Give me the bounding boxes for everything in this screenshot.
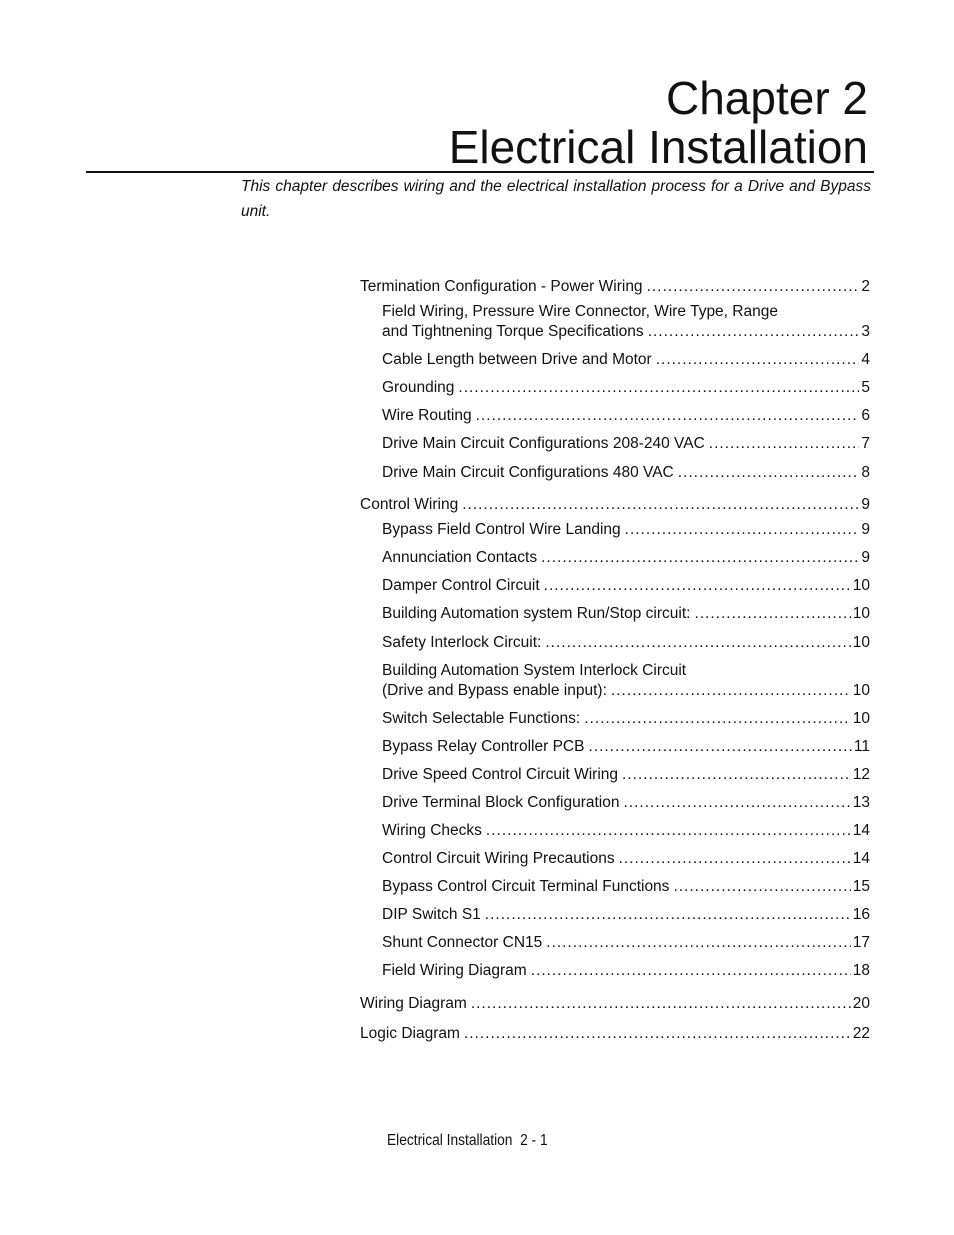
toc-entry-label: Control Circuit Wiring Precautions: [382, 850, 615, 867]
toc-dot-leader: [673, 877, 850, 897]
toc-entry[interactable]: [382, 933, 870, 953]
chapter-title: Electrical Installation: [448, 121, 868, 173]
toc-page-number: 3: [861, 323, 870, 340]
toc-dot-leader: [544, 576, 851, 596]
toc-dot-leader: [486, 821, 851, 841]
toc-dot-leader: [678, 463, 860, 483]
toc-entry[interactable]: [382, 793, 870, 813]
toc-dot-leader: [694, 604, 850, 624]
toc-page-number: 12: [852, 766, 870, 783]
toc-entry-label: Cable Length between Drive and Motor: [382, 351, 652, 368]
toc-entry[interactable]: [382, 905, 870, 925]
toc-entry-label: Shunt Connector CN15: [382, 934, 543, 951]
toc-entry-label: Annunciation Contacts: [382, 549, 538, 566]
heading-divider: [86, 171, 874, 173]
toc-dot-leader: [588, 737, 851, 757]
toc-dot-leader: [709, 434, 860, 454]
toc-dot-leader: [611, 681, 851, 701]
toc-entry[interactable]: [382, 681, 870, 701]
toc-page-number: 10: [852, 605, 870, 622]
toc-entry-label: Grounding: [382, 379, 455, 396]
toc-page-number: 14: [852, 850, 870, 867]
toc-dot-leader: [584, 709, 851, 729]
toc-entry[interactable]: [360, 1024, 870, 1044]
toc-page-number: 10: [852, 710, 870, 727]
toc-dot-leader: [545, 633, 850, 653]
toc-entry-label: Drive Main Circuit Configurations 480 VAC: [382, 464, 674, 481]
toc-page-number: 10: [852, 577, 870, 594]
toc-page-number: 22: [852, 1025, 870, 1042]
toc-entry[interactable]: [360, 277, 870, 297]
toc-dot-leader: [471, 994, 851, 1014]
toc-page-number: 2: [861, 278, 870, 295]
toc-dot-leader: [656, 350, 860, 370]
toc-dot-leader: [622, 765, 851, 785]
toc-entry[interactable]: [382, 378, 870, 398]
toc-page-number: 6: [861, 407, 870, 424]
toc-entry[interactable]: [382, 633, 870, 653]
toc-entry-label: Field Wiring Diagram: [382, 962, 527, 979]
toc-entry[interactable]: [382, 463, 870, 483]
toc-entry-label: Bypass Relay Controller PCB: [382, 738, 585, 755]
toc-entry[interactable]: [382, 709, 870, 729]
toc-page-number: 15: [852, 878, 870, 895]
toc-page-number: 10: [852, 682, 870, 699]
toc-page-number: 9: [861, 549, 870, 566]
page-footer: [387, 1132, 548, 1150]
toc-dot-leader: [476, 406, 860, 426]
toc-page-number: 11: [853, 738, 870, 755]
toc-entry[interactable]: [382, 520, 870, 540]
toc-page-number: 18: [852, 962, 870, 979]
toc-entry-label: Wiring Diagram: [360, 995, 467, 1012]
toc-entry-label: Wiring Checks: [382, 822, 482, 839]
toc-entry[interactable]: [382, 548, 870, 568]
toc-dot-leader: [647, 277, 860, 297]
toc-page-number: 5: [861, 379, 870, 396]
toc-entry[interactable]: [360, 495, 870, 515]
chapter-number: Chapter 2: [665, 72, 868, 124]
toc-entry-label: Drive Speed Control Circuit Wiring: [382, 766, 619, 783]
toc-entry-label-line1: Field Wiring, Pressure Wire Connector, Wire Type, Range: [382, 303, 778, 320]
toc-dot-leader: [623, 793, 850, 813]
toc-entry[interactable]: [382, 821, 870, 841]
toc-page-number: 16: [852, 906, 870, 923]
toc-page-number: 10: [852, 634, 870, 651]
toc-dot-leader: [464, 1024, 851, 1044]
toc-entry[interactable]: [382, 604, 870, 624]
toc-entry-label: Building Automation system Run/Stop circuit:: [382, 605, 691, 622]
footer-section: Electrical Installation: [387, 1132, 513, 1149]
toc-dot-leader: [485, 905, 851, 925]
toc-dot-leader: [458, 378, 859, 398]
toc-entry-label: Switch Selectable Functions:: [382, 710, 581, 727]
chapter-intro: This chapter describes wiring and the electrical installation process for a Drive and Bypass unit.: [241, 178, 871, 220]
toc-page-number: 7: [861, 435, 870, 452]
toc-page-number: 13: [852, 794, 870, 811]
toc-entry-label: DIP Switch S1: [382, 906, 481, 923]
toc-entry[interactable]: [382, 322, 870, 342]
chapter-heading: [449, 74, 868, 172]
toc-page-number: 4: [861, 351, 870, 368]
toc-entry-label: Termination Configuration - Power Wiring: [360, 278, 643, 295]
toc-entry[interactable]: [382, 576, 870, 596]
toc-entry[interactable]: [382, 765, 870, 785]
toc-entry[interactable]: [382, 350, 870, 370]
toc-page-number: 20: [852, 995, 870, 1012]
toc-entry-label: Control Wiring: [360, 496, 459, 513]
toc-entry-label: (Drive and Bypass enable input):: [382, 682, 607, 699]
toc-entry-label: Logic Diagram: [360, 1025, 460, 1042]
toc-dot-leader: [619, 849, 851, 869]
toc-entry-label: Bypass Control Circuit Terminal Functions: [382, 878, 670, 895]
toc-entry[interactable]: [382, 961, 870, 981]
toc-entry-label: Safety Interlock Circuit:: [382, 634, 542, 651]
toc-dot-leader: [462, 495, 859, 515]
toc-dot-leader: [648, 322, 860, 342]
toc-dot-leader: [546, 933, 850, 953]
toc-page-number: 17: [852, 934, 870, 951]
toc-dot-leader: [531, 961, 851, 981]
toc-page-number: 9: [861, 496, 870, 513]
toc-entry[interactable]: [382, 849, 870, 869]
toc-page-number: 8: [861, 464, 870, 481]
toc-entry[interactable]: [382, 737, 870, 757]
toc-entry-label-line1: Building Automation System Interlock Circuit: [382, 662, 687, 679]
toc-entry[interactable]: [382, 434, 870, 454]
footer-page-number: 2 - 1: [520, 1132, 548, 1149]
toc-entry-label: Drive Main Circuit Configurations 208-240 VAC: [382, 435, 705, 452]
toc-page-number: 14: [852, 822, 870, 839]
toc-entry-label: and Tightnening Torque Specifications: [382, 323, 644, 340]
toc-entry[interactable]: [382, 406, 870, 426]
toc-entry-label: Damper Control Circuit: [382, 577, 540, 594]
toc-dot-leader: [625, 520, 860, 540]
toc-entry[interactable]: [360, 994, 870, 1014]
toc-entry-label: Wire Routing: [382, 407, 472, 424]
toc-page-number: 9: [861, 521, 870, 538]
toc-entry[interactable]: [382, 877, 870, 897]
toc-entry-label: Drive Terminal Block Configuration: [382, 794, 620, 811]
toc-entry-label: Bypass Field Control Wire Landing: [382, 521, 621, 538]
toc-dot-leader: [541, 548, 859, 568]
